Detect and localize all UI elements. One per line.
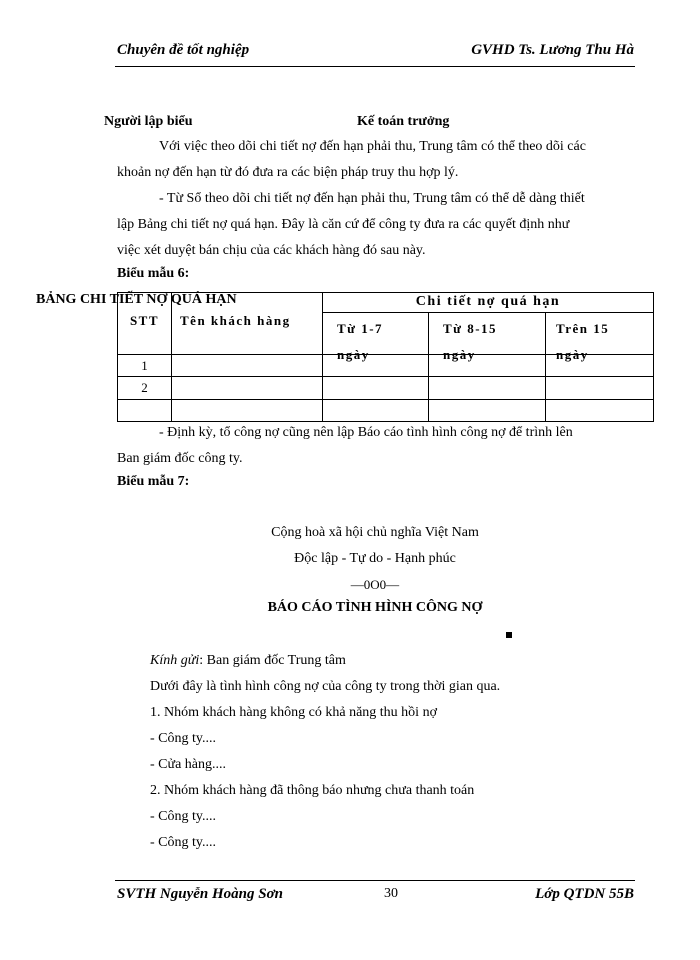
list-item: 2. Nhóm khách hàng đã thông báo nhưng chưa thanh toán: [150, 783, 475, 798]
report-body: [150, 648, 630, 856]
list-item: - Cửa hàng....: [150, 757, 227, 772]
p3-line2: Ban giám đốc công ty.: [117, 451, 243, 466]
separator: —0O0—: [350, 577, 400, 592]
row-stt: 1: [118, 355, 172, 377]
col-15plus-label: Trên 15 ngày: [556, 321, 610, 362]
overdue-debt-table: [117, 292, 654, 422]
p2-line2: lập Bảng chi tiết nợ quá hạn. Đây là căn cứ để công ty đưa ra các quyết định như: [117, 217, 570, 232]
col-stt-label: STT: [129, 313, 160, 328]
header-left: Chuyên đề tốt nghiệp: [117, 42, 250, 58]
footer-right: Lớp QTDN 55B: [535, 886, 634, 902]
list-item: 1. Nhóm khách hàng không có khả năng thu hồi nợ: [150, 705, 437, 720]
row-1-7: [323, 377, 429, 400]
addressee-line: [150, 648, 630, 674]
col-1-7-label: Từ 1-7 ngày: [337, 321, 384, 362]
col-customer-label: Tên khách hàng: [180, 313, 291, 328]
p1-line1: Với việc theo dõi chi tiết nợ đến hạn phải thu, Trung tâm có thể theo dõi các: [159, 139, 586, 154]
national-motto: Độc lập - Tự do - Hạnh phúc: [294, 551, 456, 566]
form6-label: Biểu mẫu 6:: [117, 266, 190, 281]
list-item: - Công ty....: [150, 731, 216, 746]
table-title: BẢNG CHI TIẾT NỢ QUÁ HẠN: [36, 292, 237, 307]
row-stt: [118, 400, 172, 422]
row-customer: [172, 377, 323, 400]
row-15plus: [546, 400, 654, 422]
table-row: [118, 400, 654, 422]
addressee-label: Kính gửi: [150, 653, 200, 668]
form7-label: Biểu mẫu 7:: [117, 474, 190, 489]
table-row: [118, 377, 654, 400]
group-header-label: Chi tiết nợ quá hạn: [415, 294, 561, 309]
p1-line2: khoản nợ đến hạn từ đó đưa ra các biện pháp truy thu hợp lý.: [117, 165, 459, 180]
row-customer: [172, 355, 323, 377]
col-8-15-header: [429, 313, 546, 362]
p3-line1: - Định kỳ, tổ công nợ cũng nên lập Báo cáo tình hình công nợ để trình lên: [159, 425, 573, 440]
report-title: BÁO CÁO TÌNH HÌNH CÔNG NỢ: [267, 600, 483, 615]
p2-line3: việc xét duyệt bán chịu của các khách hàng đó sau này.: [117, 243, 426, 258]
row-8-15: [429, 400, 546, 422]
paragraph-block-3: [117, 420, 634, 472]
footer-rule: [115, 880, 635, 881]
chief-accountant-label: Kế toán trưởng: [357, 114, 450, 129]
footer-left: SVTH Nguyễn Hoàng Sơn: [117, 886, 284, 902]
addressee-value: : Ban giám đốc Trung tâm: [199, 653, 346, 668]
report-intro: Dưới đây là tình hình công nợ của công ty trong thời gian qua.: [150, 679, 501, 694]
preparer-label: Người lập biểu: [104, 114, 193, 129]
row-15plus: [546, 377, 654, 400]
col-1-7-header: [323, 313, 429, 362]
header-right: GVHD Ts. Lương Thu Hà: [471, 42, 634, 58]
col-8-15-label: Từ 8-15 ngày: [443, 321, 498, 362]
square-bullet-icon: [506, 632, 512, 638]
row-8-15: [429, 377, 546, 400]
col-15plus-header: [546, 313, 654, 362]
list-item: - Công ty....: [150, 809, 216, 824]
country-name: Cộng hoà xã hội chủ nghĩa Việt Nam: [271, 525, 479, 540]
row-1-7: [323, 400, 429, 422]
row-customer: [172, 400, 323, 422]
header-rule: [115, 66, 635, 67]
list-item: - Công ty....: [150, 835, 216, 850]
paragraph-block-1: [117, 134, 634, 264]
row-stt: 2: [118, 377, 172, 400]
p2-line1: - Từ Sổ theo dõi chi tiết nợ đến hạn phải thu, Trung tâm có thể dễ dàng thiết: [159, 191, 585, 206]
group-header: [323, 293, 654, 313]
page-number: 30: [384, 886, 398, 901]
